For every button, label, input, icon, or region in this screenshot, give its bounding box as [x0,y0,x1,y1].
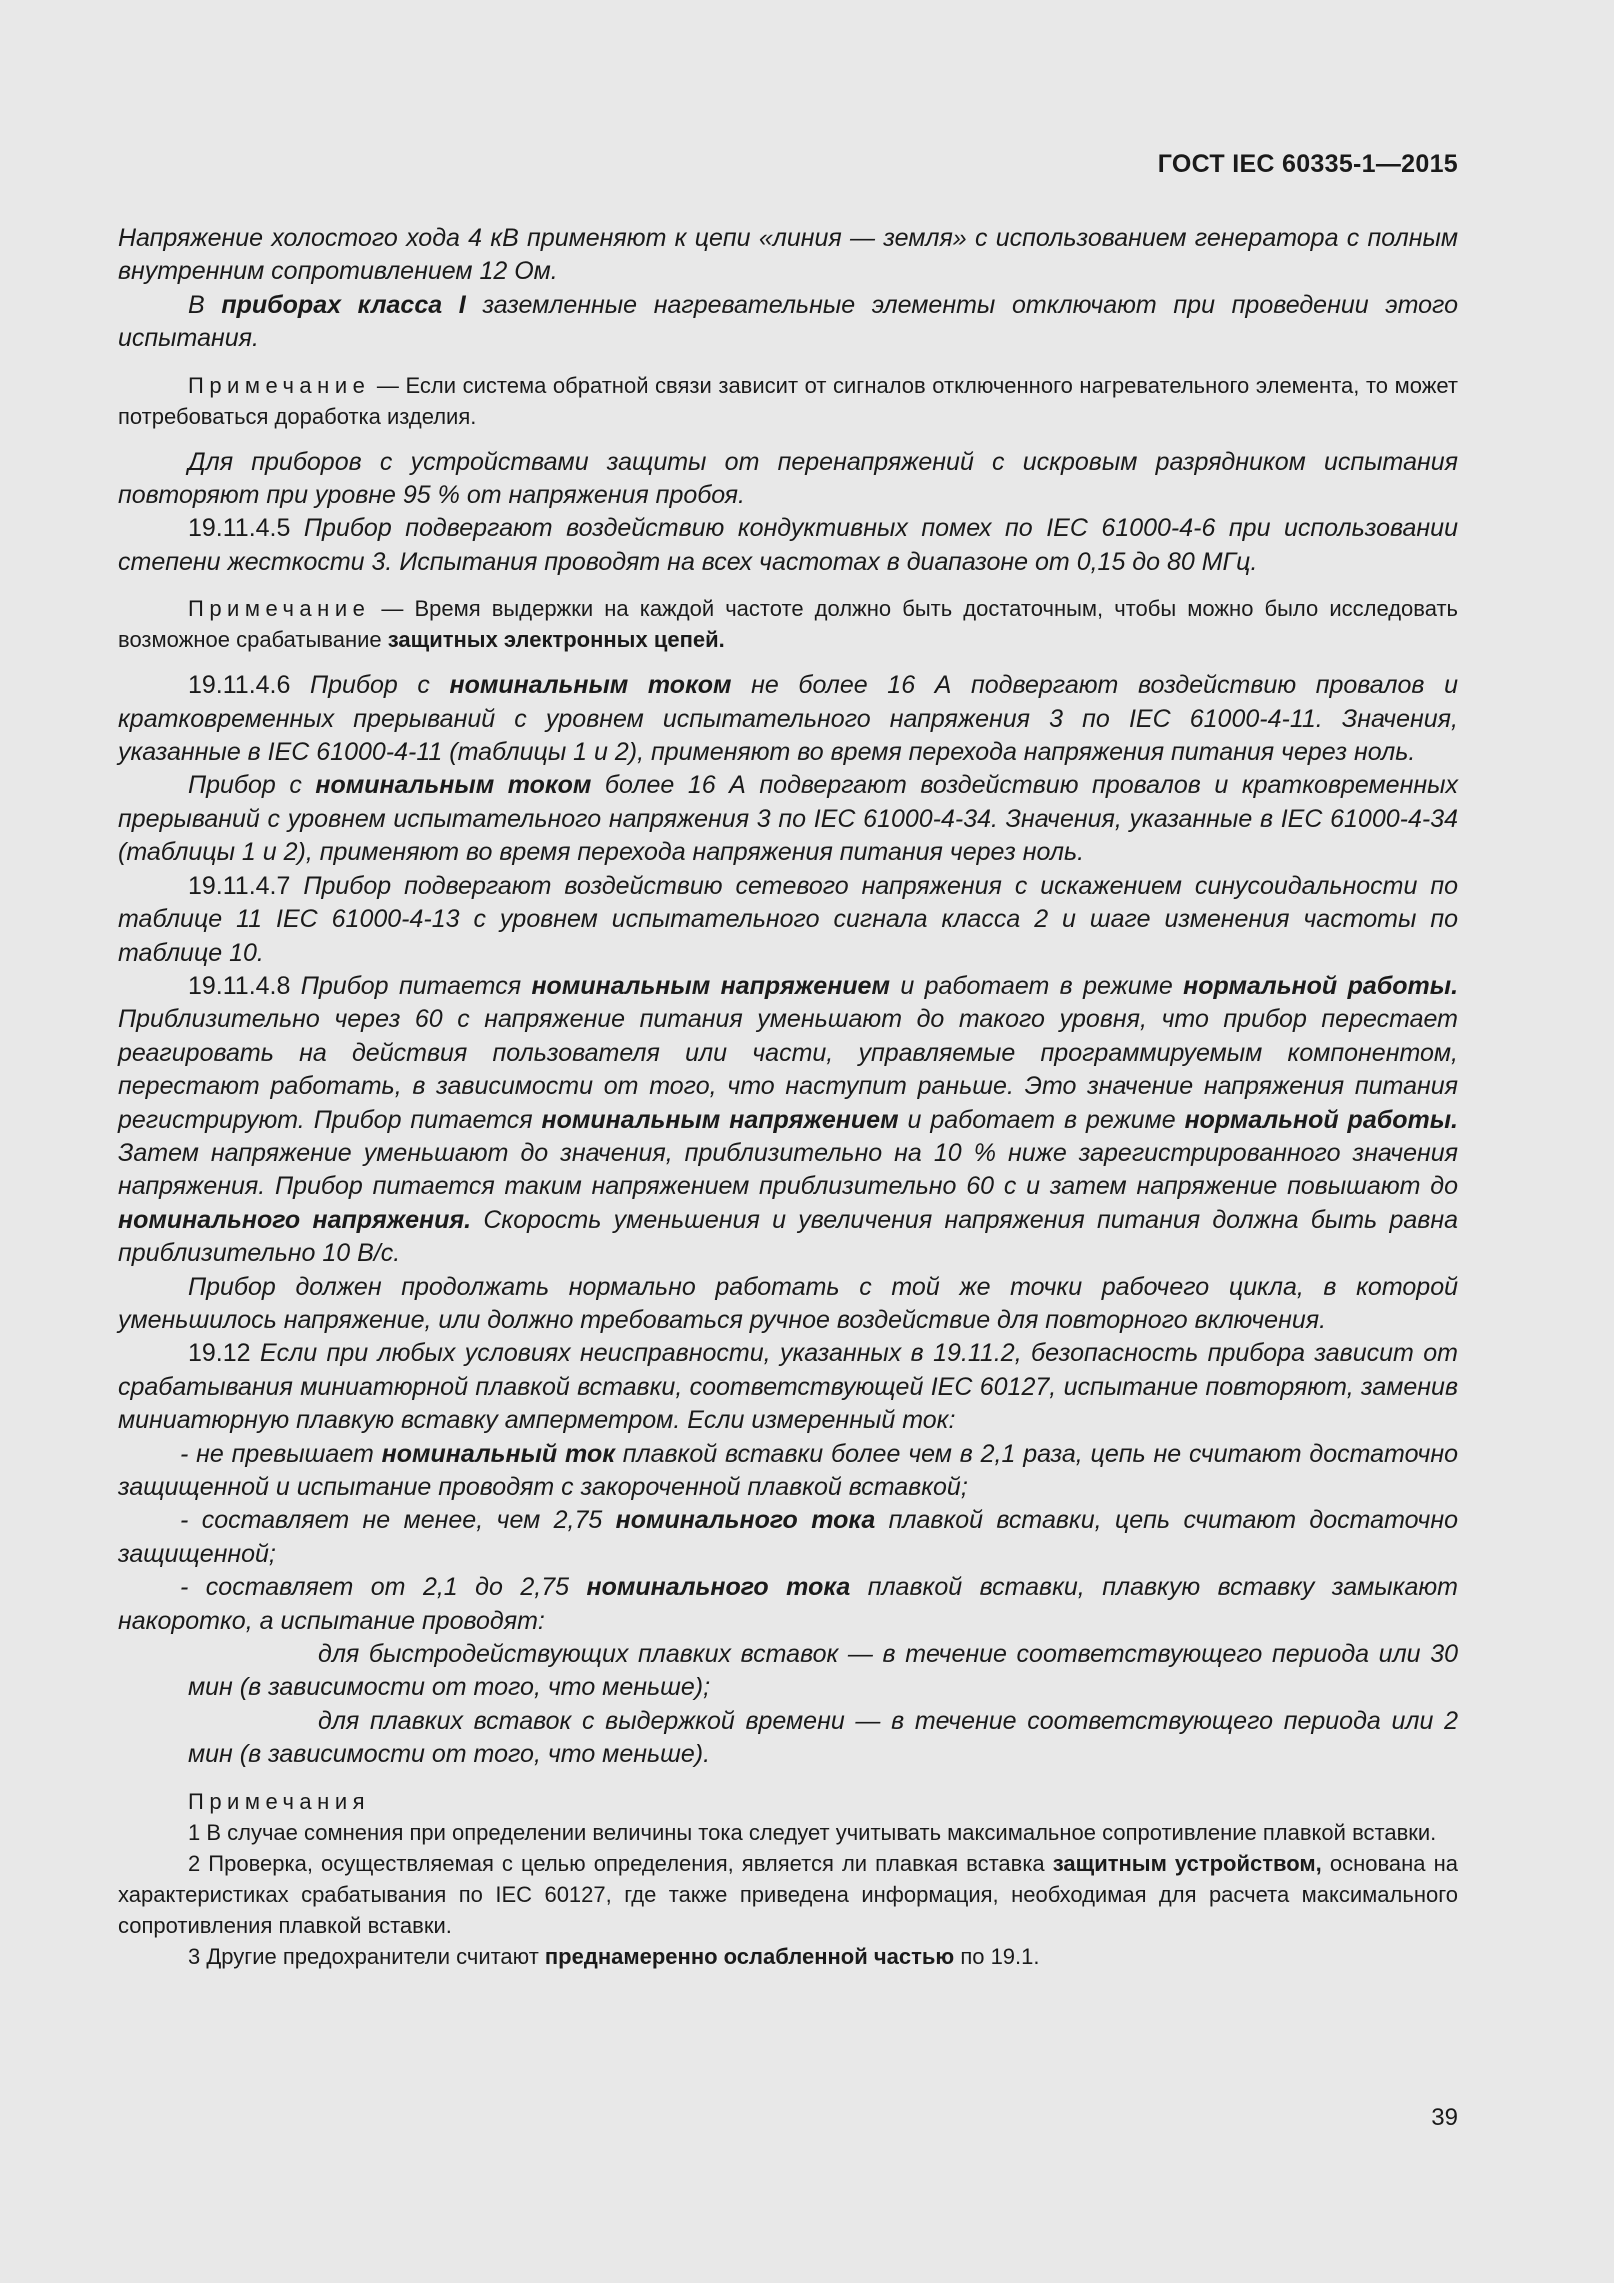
sub-item-time-delay-fuses: для плавких вставок с выдержкой времени — в течение соответствующего периода или 2 мин (в зависимости от того, что меньше). [188,1706,1458,1769]
paragraph-spark-gap: Для приборов с устройствами защиты от перенапряжений с искровым разрядником испытания повторяют при уровне 95 % от напряжения пробоя. [118,447,1458,510]
note-dwell-time: Примечание — Время выдержки на каждой частоте должно быть достаточным, чтобы можно было исследовать возможное срабатывание защитных электронных цепей. [118,596,1458,653]
list-item: - составляет не менее, чем 2,75 номинального тока плавкой вставки, цепь считают достаточно защищенной; [118,1506,1458,1568]
paragraph-above-16a: Прибор с номинальным током более 16 А подвергают воздействию провалов и кратковременных прерываний с уровнем испытательного напряжения 3 по IEC 61000-4-34. Значения, указанные в IEC 61000-4-34 (таблицы 1 и 2), применяют во время перехода напряжения питания через ноль. [118,771,1458,867]
list-item: - составляет от 2,1 до 2,75 номинального тока плавкой вставки, плавкую вставку замыкают накоротко, а испытание проводят: [118,1573,1458,1635]
note-feedback: Примечание — Если система обратной связи зависит от сигналов отключенного нагревательного элемента, то может потребоваться доработка изделия. [118,372,1458,429]
clause-19-12: 19.12 Если при любых условиях неисправности, указанных в 19.11.2, безопасность прибора зависит от срабатывания миниатюрной плавкой вставки, соответствующей IEC 60127, испытание повторяют, заменив миниатюрную плавкую вставку амперметром. Если измеренный ток: [118,1339,1458,1435]
clause-19-11-4-6: 19.11.4.6 Прибор с номинальным током не более 16 А подвергают воздействию провалов и кратковременных прерываний с уровнем испытательного напряжения 3 по IEC 61000-4-11. Значения, указанные в IEC 61000-4-11 (таблицы 1 и 2), применяют во время перехода напряжения питания через ноль. [118,671,1458,767]
clause-19-11-4-5: 19.11.4.5 Прибор подвергают воздействию кондуктивных помех по IEC 61000-4-6 при использовании степени жесткости 3. Испытания проводят на всех частотах в диапазоне от 0,15 до 80 МГц. [118,514,1458,576]
note-2: 2 Проверка, осуществляемая с целью определения, является ли плавкая вставка защитным устройством, основана на характеристиках срабатывания по IEC 60127, где также приведена информация, необходимая для расчета максимального сопротивления плавкой вставки. [118,1850,1458,1938]
clause-19-11-4-8: 19.11.4.8 Прибор питается номинальным напряжением и работает в режиме нормальной работы. Приблизительно через 60 с напряжение питания уменьшают до такого уровня, что прибор перестает реагировать на действия пользователя или части, управляемые программируемым компонентом, перестают работать, в зависимости от того, что наступит раньше. Это значение напряжения питания регистрируют. Прибор питается номинальным напряжением и работает в режиме нормальной работы. Затем напряжение уменьшают до значения, приблизительно на 10 % ниже зарегистрированного значения напряжения. Прибор питается таким напряжением приблизительно 60 с и затем напряжение повышают до номинального напряжения. Скорость уменьшения и увеличения напряжения питания должна быть равна приблизительно 10 В/с. [118,971,1459,1268]
notes-heading: Примечания [188,1788,371,1814]
page-number: 39 [1431,2104,1458,2131]
paragraph-class-i: В приборах класса I заземленные нагревательные элементы отключают при проведении этого испытания. [118,290,1458,353]
paragraph-open-circuit: Напряжение холостого хода 4 кВ применяют к цепи «линия — земля» с использованием генератора с полным внутренним сопротивлением 12 Ом. [118,224,1458,286]
paragraph-continue-operation: Прибор должен продолжать нормально работать с той же точки рабочего цикла, в которой уменьшилось напряжение, или должно требоваться ручное воздействие для повторного включения. [118,1272,1458,1334]
note-3: 3 Другие предохранители считают преднамеренно ослабленной частью по 19.1. [188,1943,1040,1969]
page-body [118,222,1458,1972]
standard-header: ГОСТ IEC 60335-1—2015 [1157,150,1458,178]
clause-19-11-4-7: 19.11.4.7 Прибор подвергают воздействию сетевого напряжения с искажением синусоидальности по таблице 11 IEC 61000-4-13 с уровнем испытательного сигнала класса 2 и шаге изменения частоты по таблице 10. [118,871,1458,967]
sub-item-fast-fuses: для быстродействующих плавких вставок — в течение соответствующего периода или 30 мин (в зависимости от того, что меньше); [188,1640,1458,1702]
note-1: 1 В случае сомнения при определении величины тока следует учитывать максимальное сопротивление плавкой вставки. [188,1819,1437,1845]
list-item: - не превышает номинальный ток плавкой вставки более чем в 2,1 раза, цепь не считают достаточно защищенной и испытание проводят с закороченной плавкой вставкой; [118,1439,1458,1501]
